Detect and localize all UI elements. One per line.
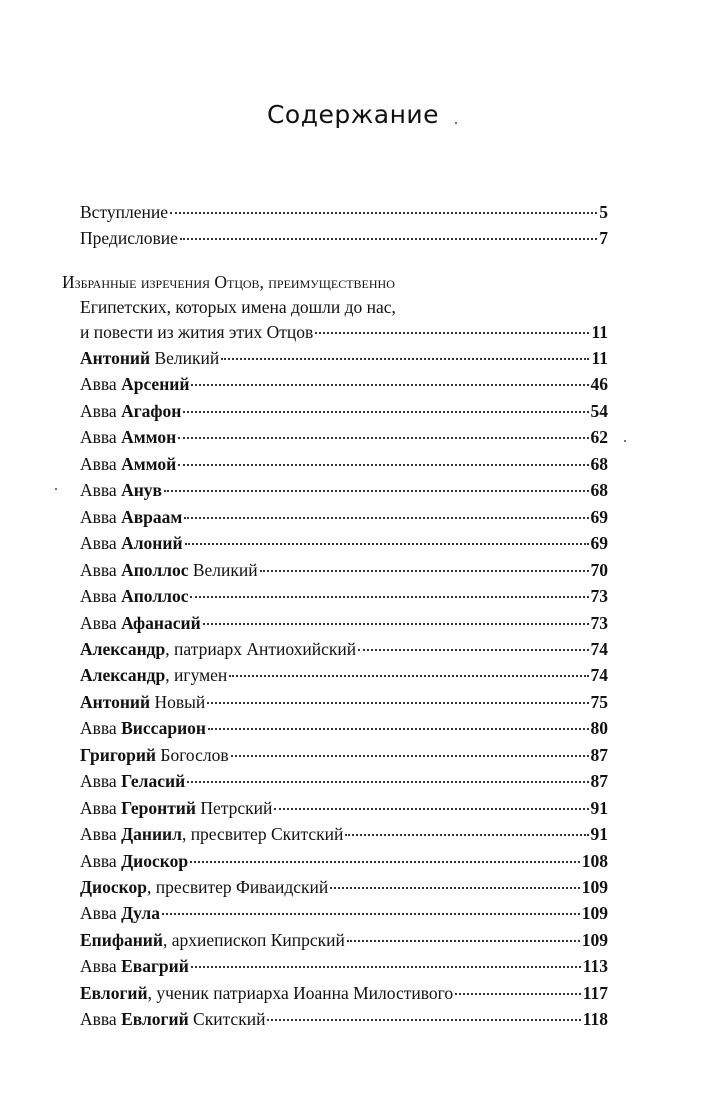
toc-entry-name: Анув [121, 480, 162, 501]
toc-entry-label [80, 531, 183, 555]
toc-entry-name: Виссарион [121, 718, 206, 739]
dot-leader [330, 886, 580, 889]
toc-entry-label [80, 505, 182, 529]
toc-entry-name: Евагрий [121, 956, 189, 977]
toc-entry-name: Геронтий [121, 797, 196, 818]
dot-leader [207, 701, 588, 704]
dot-leader [184, 516, 588, 519]
dot-leader [187, 780, 588, 783]
toc-page-number: 74 [590, 639, 608, 659]
toc-page-number: 11 [591, 322, 608, 342]
toc-entry[interactable] [80, 452, 608, 476]
toc-entry[interactable] [80, 954, 608, 978]
toc-entry-label: Вступление [80, 202, 168, 222]
toc-page-number: 113 [582, 956, 608, 977]
toc-entry-label [80, 796, 272, 820]
toc-entry[interactable] [80, 690, 608, 714]
toc-entry-label [80, 743, 229, 767]
toc-entry-name: Диоскор [80, 877, 147, 897]
toc-page-number: 73 [590, 612, 608, 633]
toc-entry-label [80, 954, 189, 978]
toc-entry-name: Геласий [121, 771, 186, 792]
toc-page-number: 54 [590, 400, 608, 421]
toc-entry-prefix: Авва [80, 453, 122, 474]
toc-entry-name: Аммон [121, 427, 177, 448]
toc-entry[interactable] [80, 901, 608, 925]
toc-entry-name: Аммой [121, 453, 177, 474]
toc-entry-name: Антоний [80, 691, 151, 712]
toc-entry-name: Арсений [121, 374, 190, 395]
toc-entry-prefix: Авва [80, 559, 122, 580]
toc-page-number: 117 [582, 982, 608, 1003]
toc-entry[interactable] [80, 558, 608, 582]
toc-entry-label [80, 637, 356, 661]
toc-entry-label [80, 690, 205, 714]
toc-entry-label [80, 663, 227, 687]
toc-page-number: 5 [599, 202, 608, 222]
toc-entry-name: Евлогий [80, 982, 148, 1003]
toc-entry-name: Алоний [121, 533, 183, 554]
section-heading-line-1: Избранные изречения Отцов, преимущественно [62, 272, 395, 292]
toc-page-number: 69 [590, 506, 608, 527]
toc-entry-label: Предисловие [80, 228, 178, 248]
dot-leader [231, 754, 589, 757]
toc-entry-suffix: , архиепископ Кипрский [162, 929, 345, 950]
toc-page-number: 87 [590, 771, 608, 792]
dot-leader [185, 542, 589, 545]
toc-entry-suffix: , ученик патриарха Иоанна Милостивого [147, 982, 454, 1003]
toc-entry-label [80, 716, 206, 740]
page-title: Содержание [266, 100, 440, 129]
toc-entry-label [80, 478, 162, 502]
toc-entry-suffix: Петрский [195, 797, 273, 818]
toc-page-number: 62 [590, 427, 608, 448]
toc-entry-label [80, 928, 345, 952]
toc-entry-name: Аполлос [121, 559, 189, 580]
toc-entry[interactable] [80, 346, 608, 370]
dot-leader [190, 595, 588, 598]
toc-page-number: 68 [590, 453, 608, 474]
toc-page-number: 109 [581, 903, 608, 924]
print-speck [55, 488, 57, 490]
toc-entry-suffix: , игумен [165, 665, 228, 686]
toc-entry[interactable] [80, 637, 608, 661]
toc-entry[interactable] [80, 743, 608, 767]
toc-entry[interactable] [80, 531, 608, 555]
print-speck [624, 440, 626, 442]
dot-leader [260, 569, 589, 572]
dot-leader [191, 965, 581, 968]
dot-leader [178, 436, 588, 439]
toc-page-number: 87 [590, 744, 608, 765]
toc-entry[interactable] [80, 1007, 608, 1031]
toc-entry-prefix: Авва [80, 427, 122, 448]
toc-entry-prefix: Авва [80, 506, 122, 527]
toc-page-number: 69 [590, 533, 608, 554]
dot-leader [455, 992, 581, 995]
toc-page-number: 68 [590, 480, 608, 501]
toc-entry-label [80, 584, 188, 608]
toc-entry-label [80, 981, 453, 1005]
toc-entry-label [80, 372, 189, 396]
toc-entry-label [80, 1007, 265, 1031]
toc-page-number: 91 [590, 797, 608, 818]
toc-entry-name: Дула [121, 903, 161, 924]
dot-leader [229, 674, 588, 677]
toc-entry-suffix: , патриарх Антиохийский [165, 639, 357, 659]
dot-leader [203, 622, 589, 625]
toc-entry-prefix: Авва [80, 533, 122, 554]
toc-entry[interactable] [80, 716, 608, 740]
toc-entry-prefix: Авва [80, 1009, 122, 1030]
toc-entry-name: Епифаний [80, 929, 163, 950]
toc-entry[interactable] [80, 663, 608, 687]
toc-entry[interactable] [80, 584, 608, 608]
toc-entry-prefix: Авва [80, 374, 122, 395]
toc-entry[interactable] [80, 981, 608, 1005]
dot-leader [180, 237, 597, 240]
toc-entry-label [80, 849, 188, 873]
toc-page-number: 109 [581, 929, 608, 950]
toc-entry-name: Григорий [80, 744, 157, 765]
toc-entry[interactable] [80, 372, 608, 396]
toc-entry[interactable] [80, 822, 608, 846]
dot-leader [190, 860, 580, 863]
toc-entry-prefix: Авва [80, 612, 122, 633]
toc-page-number: 91 [590, 824, 608, 845]
dot-leader [208, 727, 589, 730]
toc-entry-name: Авраам [121, 506, 183, 527]
toc-entry[interactable] [80, 399, 608, 423]
toc-entry[interactable] [80, 928, 608, 952]
toc-entry[interactable] [80, 478, 608, 502]
toc-entry-suffix: , пресвитер Скитский [181, 824, 344, 845]
toc-entry-label [80, 769, 185, 793]
dot-leader [274, 807, 588, 810]
dot-leader [267, 1018, 580, 1021]
toc-entry-prefix: Авва [80, 903, 122, 924]
toc-entry[interactable] [80, 425, 608, 449]
dot-leader [170, 211, 597, 214]
toc-entry-label [80, 399, 181, 423]
toc-entry-suffix: Великий [150, 348, 220, 368]
dot-leader [315, 331, 589, 334]
toc-entry-prefix: Авва [80, 718, 122, 739]
toc-entry-name: Александр [80, 639, 166, 659]
toc-entry-name: Агафон [121, 400, 182, 421]
dot-leader [178, 463, 588, 466]
toc-entry-front-2[interactable] [80, 226, 608, 250]
toc-entry-label [80, 346, 219, 370]
toc-entry-prefix: Авва [80, 824, 122, 845]
toc-page-number: 74 [590, 665, 608, 686]
toc-entry-suffix: Скитский [188, 1009, 266, 1030]
toc-entry-label [80, 901, 160, 925]
toc-entry[interactable] [80, 875, 608, 899]
dot-leader [191, 383, 588, 386]
toc-entry-name: Даниил [121, 824, 182, 845]
toc-entry[interactable] [80, 769, 608, 793]
toc-entry-prefix: Авва [80, 797, 122, 818]
toc-entry-name: Афанасий [121, 612, 201, 633]
toc-page-number: 108 [581, 850, 608, 871]
toc-entry-suffix: Великий [188, 559, 258, 580]
toc-entry-label [80, 452, 176, 476]
toc-entry-name: Антоний [80, 348, 151, 368]
toc-entry[interactable] [80, 849, 608, 873]
toc-entry-name: Александр [80, 665, 166, 686]
toc-entry-section[interactable] [80, 320, 608, 344]
toc-entry-prefix: Авва [80, 586, 122, 606]
toc-page-number: 7 [599, 228, 608, 248]
toc-entry-suffix: , пресвитер Фиваидский [146, 877, 329, 897]
toc-page-number: 109 [581, 877, 608, 897]
toc-entry-name: Диоскор [121, 850, 189, 871]
toc-entry-prefix: Авва [80, 480, 122, 501]
dot-leader [221, 357, 589, 360]
toc-entry-label [80, 875, 328, 899]
toc-page-number: 118 [582, 1009, 608, 1030]
dot-leader [183, 410, 588, 413]
toc-entry-prefix: Авва [80, 400, 122, 421]
toc-entry-label [80, 822, 343, 846]
toc-page-number: 75 [590, 691, 608, 712]
dot-leader [347, 939, 580, 942]
toc-entry-label [80, 425, 176, 449]
toc-entry-suffix: Новый [150, 691, 206, 712]
toc-entry-front-1[interactable] [80, 200, 608, 224]
dot-leader [164, 489, 589, 492]
toc-entry-prefix: Авва [80, 771, 122, 792]
toc-entry-name: Аполлос [121, 586, 189, 606]
toc-entry[interactable] [80, 611, 608, 635]
toc-page-number: 80 [590, 718, 608, 739]
toc-entry-name: Евлогий [121, 1009, 189, 1030]
section-heading-line-2: Египетских, которых имена дошли до нас, [80, 297, 396, 317]
toc-entry-suffix: Богослов [156, 744, 229, 765]
toc-entry[interactable] [80, 796, 608, 820]
toc-entry-label [80, 558, 258, 582]
dot-leader [162, 912, 580, 915]
toc-page-number: 73 [590, 586, 608, 606]
toc-page-number: 11 [591, 348, 608, 368]
toc-entry-prefix: Авва [80, 850, 122, 871]
toc-page-number: 70 [590, 559, 608, 580]
toc-entry-label [80, 611, 201, 635]
toc-entry[interactable] [80, 505, 608, 529]
print-speck [455, 122, 457, 124]
dot-leader [358, 648, 588, 651]
section-heading-line-3: и повести из жития этих Отцов [80, 322, 314, 342]
dot-leader [345, 833, 588, 836]
toc-entry-prefix: Авва [80, 956, 122, 977]
toc-page-number: 46 [590, 374, 608, 395]
